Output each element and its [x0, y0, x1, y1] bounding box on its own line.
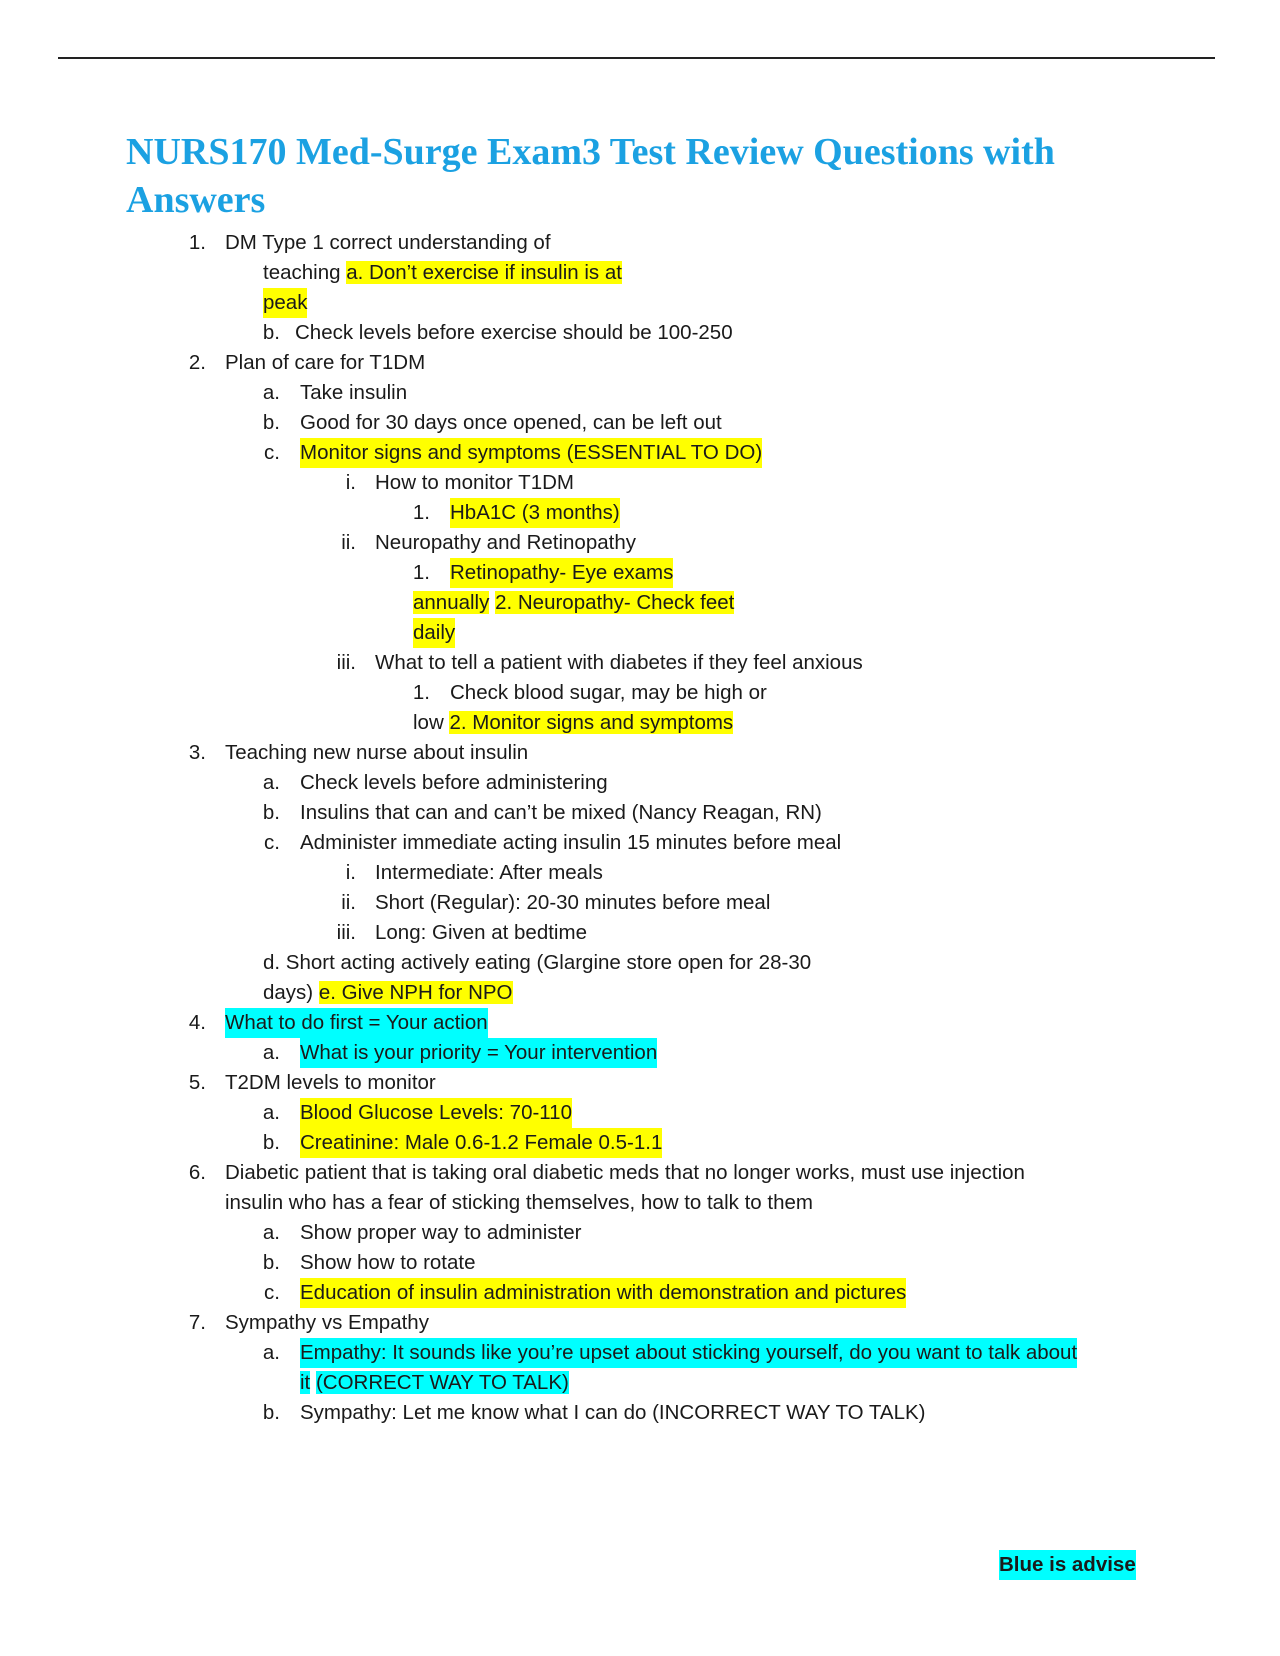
- item-7b-text: Sympathy: Let me know what I can do (INCORRECT WAY TO TALK): [300, 1401, 926, 1424]
- item-2ciii2-text: 2. Monitor signs and symptoms: [449, 711, 734, 734]
- item-2cii-cont: annually 2. Neuropathy- Check feet: [413, 591, 735, 614]
- item-6-text: Diabetic patient that is taking oral diabetic meds that no longer works, must use injection: [225, 1161, 1025, 1184]
- item-2cii-text: Neuropathy and Retinopathy: [375, 531, 636, 554]
- item-5-number: 5.: [188, 1071, 206, 1094]
- item-4a-marker: a.: [262, 1041, 280, 1064]
- item-3-number: 3.: [188, 741, 206, 764]
- item-2ci1-text: HbA1C (3 months): [450, 498, 620, 528]
- item-2-number: 2.: [188, 351, 206, 374]
- item-6c-text: Education of insulin administration with demonstration and pictures: [300, 1278, 906, 1308]
- item-7a-marker: a.: [262, 1341, 280, 1364]
- item-1b-marker: b.: [262, 321, 280, 344]
- item-6b-text: Show how to rotate: [300, 1251, 476, 1274]
- item-3e-text: e. Give NPH for NPO: [318, 981, 513, 1004]
- item-1-text: DM Type 1 correct understanding of: [225, 231, 551, 254]
- item-3c-marker: c.: [264, 831, 280, 854]
- item-2cii-marker: ii.: [341, 531, 356, 554]
- item-3ci-marker: i.: [345, 861, 356, 884]
- item-2ciii-cont: low 2. Monitor signs and symptoms: [413, 711, 734, 734]
- item-2ciii1-marker: 1.: [412, 681, 430, 704]
- item-2a-marker: a.: [262, 381, 280, 404]
- item-6-number: 6.: [188, 1161, 206, 1184]
- item-3a-text: Check levels before administering: [300, 771, 608, 794]
- item-5a-text: Blood Glucose Levels: 70-110: [300, 1098, 572, 1128]
- item-2a-text: Take insulin: [300, 381, 408, 404]
- item-2-text: Plan of care for T1DM: [225, 351, 426, 374]
- item-3ciii-text: Long: Given at bedtime: [375, 921, 587, 944]
- item-2ci-marker: i.: [345, 471, 356, 494]
- item-6c-marker: c.: [264, 1281, 280, 1304]
- item-4-text: What to do first = Your action: [225, 1008, 488, 1038]
- item-2cii1-text: Retinopathy- Eye exams: [450, 558, 673, 588]
- item-2cii1-marker: 1.: [412, 561, 430, 584]
- item-2ciii-text: What to tell a patient with diabetes if they feel anxious: [375, 651, 863, 674]
- item-5-text: T2DM levels to monitor: [225, 1071, 436, 1094]
- item-1a-highlight: a. Don’t exercise if insulin is at: [346, 261, 622, 284]
- item-6a-marker: a.: [262, 1221, 280, 1244]
- document-title: NURS170 Med-Surge Exam3 Test Review Questions with Answers: [126, 131, 1055, 221]
- item-3c-text: Administer immediate acting insulin 15 minutes before meal: [300, 831, 842, 854]
- item-3ci-text: Intermediate: After meals: [375, 861, 603, 884]
- item-1-number: 1.: [188, 231, 206, 254]
- item-4-number: 4.: [188, 1011, 206, 1034]
- item-3d-text: d. Short acting actively eating (Glargine store open for 28-30: [263, 951, 812, 974]
- item-3b-marker: b.: [262, 801, 280, 824]
- item-7b-marker: b.: [262, 1401, 280, 1424]
- item-1b-text: Check levels before exercise should be 100-250: [295, 321, 733, 344]
- item-4a-text: What is your priority = Your intervention: [300, 1038, 657, 1068]
- item-2ciii-marker: iii.: [336, 651, 356, 674]
- item-6-text-cont: insulin who has a fear of sticking themselves, how to talk to them: [225, 1191, 813, 1214]
- item-2ciii1-text: Check blood sugar, may be high or: [450, 681, 767, 704]
- item-1-text-cont: teaching a. Don’t exercise if insulin is at: [263, 261, 622, 284]
- header-rule: [58, 57, 1215, 59]
- item-2cii2-cont: daily: [413, 618, 455, 648]
- item-3ciii-marker: iii.: [336, 921, 356, 944]
- item-5b-marker: b.: [262, 1131, 280, 1154]
- item-3cii-marker: ii.: [341, 891, 356, 914]
- item-2b-text: Good for 30 days once opened, can be left out: [300, 411, 722, 434]
- item-3a-marker: a.: [262, 771, 280, 794]
- item-2cii2-text: 2. Neuropathy- Check feet: [495, 591, 735, 614]
- item-3cii-text: Short (Regular): 20-30 minutes before meal: [375, 891, 771, 914]
- item-2ci-text: How to monitor T1DM: [375, 471, 574, 494]
- footer-note: Blue is advise: [999, 1550, 1136, 1580]
- item-6a-text: Show proper way to administer: [300, 1221, 582, 1244]
- item-2c-text: Monitor signs and symptoms (ESSENTIAL TO DO): [300, 438, 762, 468]
- item-3-text: Teaching new nurse about insulin: [225, 741, 529, 764]
- item-5a-marker: a.: [262, 1101, 280, 1124]
- item-6b-marker: b.: [262, 1251, 280, 1274]
- item-7-number: 7.: [188, 1311, 206, 1334]
- item-7-text: Sympathy vs Empathy: [225, 1311, 429, 1334]
- item-5b-text: Creatinine: Male 0.6-1.2 Female 0.5-1.1: [300, 1128, 662, 1158]
- item-1a-highlight-cont: peak: [263, 288, 307, 318]
- item-7a-text: Empathy: It sounds like you’re upset about sticking yourself, do you want to talk about: [300, 1338, 1077, 1368]
- item-2ci1-marker: 1.: [412, 501, 430, 524]
- item-2c-marker: c.: [264, 441, 280, 464]
- item-2b-marker: b.: [262, 411, 280, 434]
- item-3d-cont: days) e. Give NPH for NPO: [263, 981, 513, 1004]
- item-7a-cont: it (CORRECT WAY TO TALK): [300, 1371, 569, 1394]
- item-3b-text: Insulins that can and can’t be mixed (Nancy Reagan, RN): [300, 801, 822, 824]
